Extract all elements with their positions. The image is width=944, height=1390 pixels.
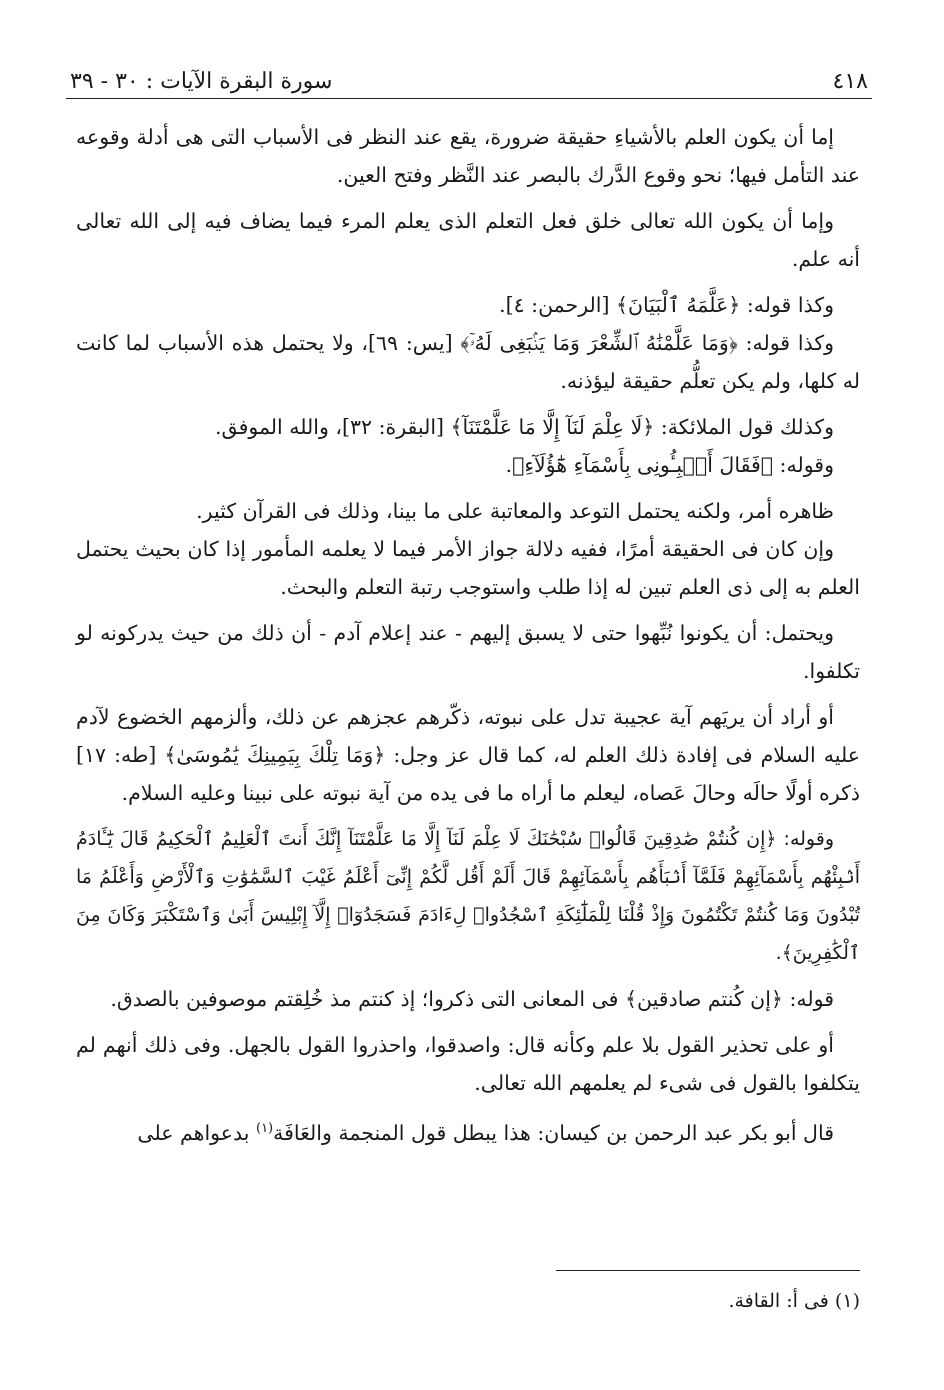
running-title: سورة البقرة الآيات : ٣٠ - ٣٩: [70, 69, 333, 94]
paragraph: ظاهره أمر، ولكنه يحتمل التوعد والمعاتبة على ما بينا، وذلك فى القرآن كثير.: [196, 499, 834, 523]
paragraph: وكذلك قول الملائكة: ﴿لَا عِلْمَ لَنَآ إِلَّا مَا عَلَّمْتَنَآ﴾ [البقرة: ٣٢]، والله الموفق.: [214, 415, 834, 439]
footnote-divider: [556, 1270, 860, 1271]
paragraph: وقوله: ﴿فَقَالَ أَنۢبِـُٔونِى بِأَسْمَآءِ هَٰٓؤُلَآءِ﴾.: [505, 453, 834, 477]
page-header: [70, 58, 868, 94]
paragraph: إما أن يكون العلم بالأشياءِ حقيقة ضرورة، يقع عند النظر فى الأسباب التى هى أدلة وقوعه عند التأمل فيها؛ نحو وقوع الدَّرك بالبصر عند النَّظر وفتح العين.: [76, 125, 860, 187]
paragraph-last-text: قال أبو بكر عبد الرحمن بن كيسان: هذا يبطل قول المنجمة والعَافَة: [273, 1120, 834, 1145]
paragraph: قوله: ﴿إن كُنتم صادقين﴾ فى المعانى التى ذكروا؛ إذ كنتم مذ خُلِقتم موصوفين بالصدق.: [110, 987, 834, 1011]
header-divider: [66, 98, 872, 99]
paragraph: وكذا قوله: ﴿وَمَا عَلَّمْنَٰهُ ٱلشِّعْرَ وَمَا يَنۢبَغِى لَهُۥٓ﴾ [يس: ٦٩]، ولا يحتمل هذه الأسباب لما كانت له كلها، ولم يكن تعلُّم حقيقة ليؤذنه.: [76, 331, 860, 393]
footnote-marker: (١): [255, 1121, 274, 1136]
paragraph: ويحتمل: أن يكونوا نُبِّهوا حتى لا يسبق إليهم - عند إعلام آدم - أن ذلك من حيث يدركونه لو تكلفوا.: [76, 621, 860, 683]
quran-paragraph: وقوله: ﴿إِن كُنتُمْ صَٰدِقِينَ قَالُوا۟ سُبْحَٰنَكَ لَا عِلْمَ لَنَآ إِلَّا مَا عَلَّمْتَنَآ إِنَّكَ أَنتَ ٱلْعَلِيمُ ٱلْحَكِيمُ قَالَ يَٰٓـَٔادَمُ أَنۢبِئْهُم بِأَسْمَآئِهِمْ فَلَمَّآ أَنۢبَأَهُم بِأَسْمَآئِهِمْ قَالَ أَلَمْ أَقُل لَّكُمْ إِنِّىٓ أَعْلَمُ غَيْبَ ٱلسَّمَٰوَٰتِ وَٱلْأَرْضِ وَأَعْلَمُ مَا تُبْدُونَ وَمَا كُنتُمْ تَكْتُمُونَ وَإِذْ قُلْنَا لِلْمَلَٰٓئِكَةِ ٱسْجُدُوا۟ لِءَادَمَ فَسَجَدُوٓا۟ إِلَّآ إِبْلِيسَ أَبَىٰ وَٱسْتَكْبَرَ وَكَانَ مِنَ ٱلْكَٰفِرِينَ﴾.: [76, 828, 860, 964]
footnote: (١) فى أ: القافة.: [728, 1290, 860, 1312]
page-number: ٤١٨: [832, 69, 868, 94]
paragraph: وكذا قوله: ﴿عَلَّمَهُ ٱلْبَيَانَ﴾ [الرحمن: ٤].: [499, 293, 834, 317]
paragraph: أو على تحذير القول بلا علم وكأنه قال: واصدقوا، واحذروا القول بالجهل. وفى ذلك أنهم لم يتكلفوا بالقول فى شىء لم يعلمهم الله تعالى.: [76, 1033, 860, 1095]
paragraph-last-tail: بدعواهم على: [137, 1120, 250, 1145]
paragraph-last: [76, 1110, 860, 1152]
paragraph: وإما أن يكون الله تعالى خلق فعل التعلم الذى يعلم المرء فيما يضاف فيه إلى الله تعالى أنه علم.: [76, 209, 860, 271]
paragraph: أو أراد أن يريَهم آية عجيبة تدل على نبوته، ذكّرهم عجزهم عن ذلك، وألزمهم الخضوع لآدم عليه السلام فى إفادة ذلك العلم له، كما قال عز وجل: ﴿وَمَا تِلْكَ بِيَمِينِكَ يَٰمُوسَىٰ﴾ [طه: ١٧] ذكره أولًا حالَه وحالَ عَصاه، ليعلم ما أراه ما فى يده من آية نبوته على نبينا وعليه السلام.: [76, 705, 860, 805]
paragraph: وإن كان فى الحقيقة أمرًا، ففيه دلالة جواز الأمر فيما لا يعلمه المأمور إذا كان بحيث يحتمل العلم به إلى ذى العلم تبين له إذا طلب واستوجب رتبة التعلم والبحث.: [76, 537, 860, 599]
main-text: [76, 118, 860, 1160]
